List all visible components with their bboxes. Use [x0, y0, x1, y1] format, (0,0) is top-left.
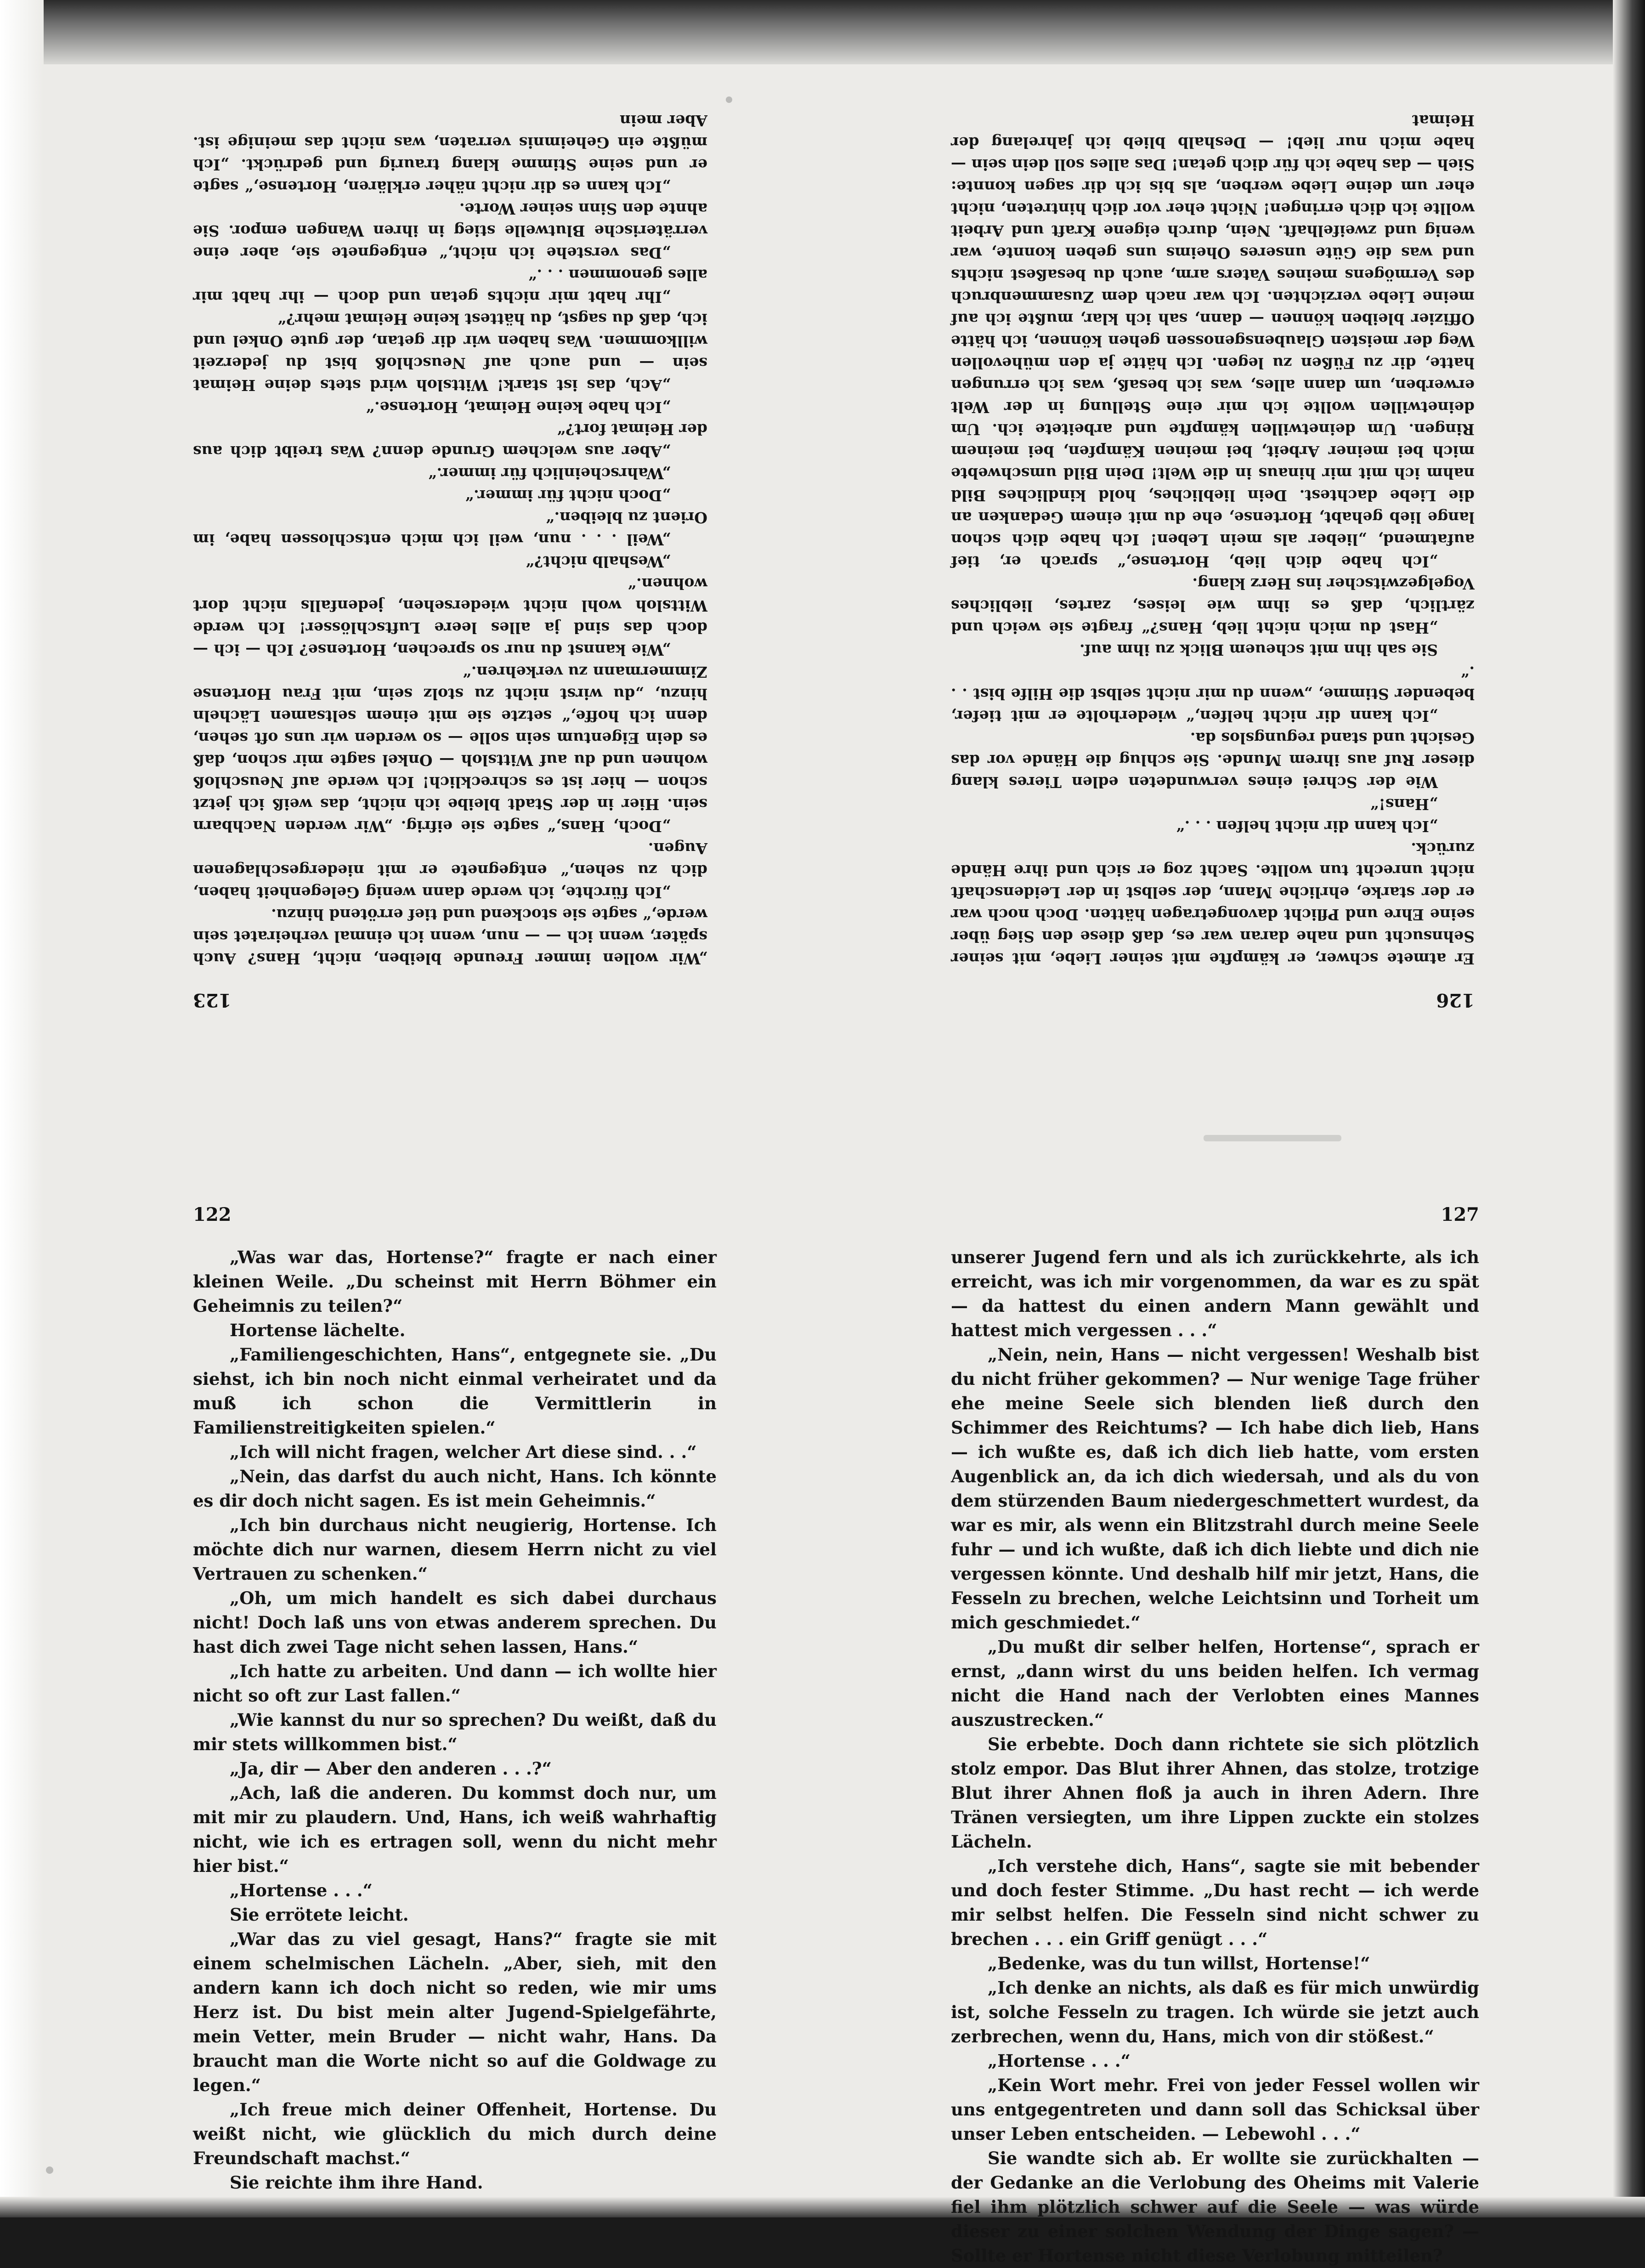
paragraph: „Hans!“ — [1370, 795, 1438, 813]
page-body — [193, 1245, 717, 2195]
paragraph: „Ja, dir — Aber den anderen . . .?“ — [230, 1758, 552, 1779]
paragraph: „Kein Wort mehr. Frei von jeder Fessel wollen wir uns entgegentreten und dann soll das Schicksal über unser Leben entscheiden. — Lebewohl . . .“ — [951, 2075, 1479, 2144]
paragraph: „War das zu viel gesagt, Hans?“ fragte sie mit einem schelmischen Lächeln. „Aber, sieh, mit den andern kann ich doch nicht so reden, wie mir ums Herz ist. Du bist mein alter Jugend-Spielgefährte, mein Vetter, mein Bruder — nicht wahr, Hans. Da braucht man die Worte nicht so auf die Goldwage zu legen.“ — [193, 1929, 717, 2095]
paragraph: „Was war das, Hortense?“ fragte er nach einer kleinen Weile. „Du scheinst mit Herrn Böhmer ein Geheimnis zu teilen?“ — [193, 1247, 717, 1316]
paragraph: Hortense lächelte. — [230, 1320, 406, 1340]
paragraph: unserer Jugend fern und als ich zurückkehrte, als ich erreicht, was ich mir vorgenommen, da war es zu spät — da hattest du einen andern Mann gewählt und hattest mich vergessen . . .“ — [951, 1247, 1479, 1340]
paragraph: „Weil . . . nun, weil ich mich entschlossen habe, im Orient zu bleiben.“ — [193, 509, 707, 549]
paragraph: „Ich kann dir nicht helfen,“ wiederholte er mit tiefer, bebender Stimme, „wenn du mir nicht selbst die Hilfe bist . . .“ — [951, 663, 1475, 725]
page-122 — [193, 1204, 717, 2193]
page-number: 127 — [1441, 1204, 1479, 1225]
paragraph: Sie sah ihn mit scheuem Blick zu ihm auf. — [1080, 641, 1438, 659]
page-body — [193, 109, 707, 970]
paragraph: „Nein, nein, Hans — nicht vergessen! Weshalb bist du nicht früher gekommen? — Nur wenige Tage früher ehe meine Seele sich blenden ließ durch den Schimmer des Reichtums? — Ich habe dich lieb, Hans — ich wußte es, daß ich dich lieb hatte, vom ersten Augenblick an, da ich dich wiedersah, und als du von dem stürzenden Baum niedergeschmettert wurdest, da war es mir, als wenn ein Blitzstrahl durch meine Seele fuhr — und ich wußte, daß ich dich liebte und dich nie vergessen könnte. Und deshalb hilf mir jetzt, Hans, die Fesseln zu brechen, welche Leichtsinn und Torheit um mich geschmiedet.“ — [951, 1344, 1479, 1633]
paragraph: „Doch, Hans,“ sagte sie eifrig. „Wir werden Nachbarn sein. Hier in der Stadt bleibe ich nicht, das weiß ich jetzt schon — hier ist es schrecklich! Ich werde auf Neuschloß wohnen und du auf Wittsloh — Onkel sagte mir schon, daß es dein Eigentum sein solle — so werden wir uns oft sehen, denn ich hoffe,“ setzte sie mit einem seltsamen Lächeln hinzu, „du wirst nicht zu stolz sein, mit Frau Hortense Zimmermann zu verkehren.“ — [193, 663, 707, 835]
paragraph: „Hortense . . .“ — [988, 2051, 1131, 2071]
paragraph: „Ich denke an nichts, als daß es für mich unwürdig ist, solche Fesseln zu tragen. Ich würde sie jetzt auch zerbrechen, wenn du, Hans, mich von dir stößest.“ — [951, 1978, 1479, 2047]
paragraph: „Hast du mich nicht lieb, Hans?“ fragte sie weich und zärtlich, daß es ihm wie leises, zartes, liebliches Vogelgezwitscher ins Herz klang. — [951, 575, 1475, 637]
paragraph: „Ich kann es dir nicht näher erklären, Hortense,“ sagte er und seine Stimme klang traurig und gedrückt. „Ich müßte ein Geheimnis verraten, was nicht das meinige ist. Aber mein — [193, 112, 707, 196]
paragraph: „Aber aus welchem Grunde denn? Was treibt dich aus der Heimat fort?“ — [193, 420, 707, 460]
paragraph: „Hortense . . .“ — [230, 1880, 373, 1900]
scan-edge-left — [0, 0, 44, 2217]
paragraph: „Ich kann dir nicht helfen . . .“ — [1176, 817, 1438, 835]
paragraph: „Ich hatte zu arbeiten. Und dann — ich wollte hier nicht so oft zur Last fallen.“ — [193, 1661, 717, 1706]
page-number: 126 — [1436, 989, 1475, 1011]
paragraph: „Oh, um mich handelt es sich dabei durchaus nicht! Doch laß uns von etwas anderem sprechen. Du hast dich zwei Tage nicht sehen lassen, Hans.“ — [193, 1588, 717, 1657]
paragraph: „Wahrscheinlich für immer.“ — [428, 465, 671, 482]
scan-edge-right — [1613, 0, 1645, 2217]
paragraph: Wie der Schrei eines verwundeten edlen Tieres klang dieser Ruf aus ihrem Munde. Sie schlug die Hände vor das Gesicht und stand regungslos da. — [951, 729, 1475, 791]
paragraph: Sie erbebte. Doch dann richtete sie sich plötzlich stolz empor. Das Blut ihrer Ahnen, das stolze, trotzige Blut ihrer Ahnen floß ja auch in ihren Adern. Ihre Tränen versiegten, um ihre Lippen zuckte ein stolzes Lächeln. — [951, 1734, 1479, 1852]
paragraph: Sie reichte ihm ihre Hand. — [230, 2172, 483, 2193]
paragraph: „Bedenke, was du tun willst, Hortense!“ — [988, 1953, 1370, 1973]
paragraph: „Ich habe dich lieb, Hortense,“ sprach er, tief aufatmend, „lieber als mein Leben! Ich habe dich schon lange lieb gehabt, Hortense, ehe du mit einem Gedanken an die Liebe dachtest. Dein liebliches, hold kindliches Bild nahm ich mit mir hinaus in die Welt! Dein Bild umschwebte mich bei meiner Arbeit, bei meinen Kämpfen, bei meinem Ringen. Um deinetwillen kämpfte und arbeitete ich. Um deinetwillen wollte ich mir eine Stellung in der Welt erwerben, um dann alles, was ich besaß, was ich errungen hatte, dir zu Füßen zu legen. Ich hätte ja den mühevollen Weg der meisten Glaubensgenossen gehen können, ich hätte Offizier bleiben können — dann, sah ich klar, mußte ich auf meine Liebe verzichten. Ich war nach dem Zusammenbruch des Vermögens meines Vaters arm, auch du besaßest nichts und was die Güte unseres Oheims uns geben konnte, war wenig und zweifelhaft. Nein, durch eigene Kraft und Arbeit wollte ich dich erringen! Nicht eher vor dich hintreten, nicht eher um deine Liebe werben, als bis ich dir sagen konnte: Sieh — das habe ich für dich getan! Das alles soll dein sein — habe mich nur lieb! — Deshalb blieb ich jahrelang der Heimat — [951, 112, 1475, 571]
paragraph: „Das verstehe ich nicht,“ entgegnete sie, aber eine verräterische Blutwelle stieg in ihren Wangen empor. Sie ahnte den Sinn seiner Worte. — [193, 200, 707, 262]
paragraph: „Ich habe keine Heimat, Hortense.“ — [366, 398, 671, 416]
paragraph: „Weshalb nicht?“ — [526, 553, 671, 571]
paragraph: „Ach, laß die anderen. Du kommst doch nur, um mit mir zu plaudern. Und, Hans, ich weiß wahrhaftig nicht, wie ich es ertragen soll, wenn du nicht mehr hier bist.“ — [193, 1783, 717, 1876]
page-123-upside-down — [193, 112, 707, 1011]
page-126-upside-down — [951, 112, 1475, 1011]
paragraph: „Nein, das darfst du auch nicht, Hans. Ich könnte es dir doch nicht sagen. Es ist mein Geheimnis.“ — [193, 1466, 717, 1511]
paragraph: „Du mußt dir selber helfen, Hortense“, sprach er ernst, „dann wirst du uns beiden helfen. Ich vermag nicht die Hand nach der Verlobten eines Mannes auszustrecken.“ — [951, 1637, 1479, 1730]
paragraph: „Ich verstehe dich, Hans“, sagte sie mit bebender und doch fester Stimme. „Du hast recht — ich werde mir selbst helfen. Die Fesseln sind nicht schwer zu brechen . . . ein Griff genügt . . .“ — [951, 1856, 1479, 1949]
paragraph: Er atmete schwer, er kämpfte mit seiner Liebe, mit seiner Sehnsucht und nahe daran war es, daß diese den Sieg über seine Ehre und Pflicht davongetragen hätten. Doch noch war er der starke, ehrliche Mann, der selbst in der Leidenschaft nicht unrecht tun wollte. Sacht zog er sich und ihre Hände zurück. — [951, 839, 1475, 968]
paragraph: „Doch nicht für immer.“ — [465, 487, 671, 505]
paragraph: Sie errötete leicht. — [230, 1905, 409, 1925]
paragraph: „Familiengeschichten, Hans“, entgegnete sie. „Du siehst, ich bin noch nicht einmal verheiratet und da muß ich schon die Vermittlerin in Familienstreitigkeiten spielen.“ — [193, 1344, 717, 1438]
paragraph: „Wir wollen immer Freunde bleiben, nicht, Hans? Auch später, wenn ich — — nun, wenn ich einmal verheiratet sein werde,“ sagte sie stockend und tief errötend hinzu. — [193, 906, 707, 968]
paragraph: „Ihr habt mir nichts getan und doch — ihr habt mir alles genommen . . .“ — [193, 266, 707, 306]
paragraph: „Ich fürchte, ich werde dann wenig Gelegenheit haben, dich zu sehen,“ entgegnete er mit niedergeschlagenen Augen. — [193, 839, 707, 902]
scan-speck — [46, 2166, 53, 2174]
paragraph: „Ich will nicht fragen, welcher Art diese sind. . .“ — [230, 1442, 697, 1462]
page-127 — [951, 1204, 1479, 2266]
page-number: 123 — [193, 989, 232, 1011]
paragraph: „Ach, das ist stark! Wittsloh wird stets deine Heimat sein — und auch auf Neuschloß bist du jederzeit willkommen. Was haben wir dir getan, der gute Onkel und ich, daß du sagst, du hättest keine Heimat mehr?“ — [193, 310, 707, 394]
page-number: 122 — [193, 1204, 232, 1225]
paragraph: Sie wandte sich ab. Er wollte sie zurückhalten — der Gedanke an die Verlobung des Oheims mit Valerie fiel ihm plötzlich schwer auf die Seele — was würde dieser zu einer solchen Wendung der Dinge sagen? — Sollte er Hortense nicht diese Verlobung mitteilen? — [951, 2148, 1479, 2266]
page-body — [951, 1245, 1479, 2268]
paragraph: „Ich bin durchaus nicht neugierig, Hortense. Ich möchte dich nur warnen, diesem Herrn nicht zu viel Vertrauen zu schenken.“ — [193, 1515, 717, 1584]
scan-edge-top — [0, 0, 1645, 64]
page-body — [951, 109, 1475, 970]
scan-speck — [1204, 1135, 1341, 1141]
paragraph: „Ich freue mich deiner Offenheit, Hortense. Du weißt nicht, wie glücklich du mich durch deine Freundschaft machst.“ — [193, 2099, 717, 2168]
paragraph: „Wie kannst du nur so sprechen? Du weißt, daß du mir stets willkommen bist.“ — [193, 1710, 717, 1754]
scan-speck — [726, 96, 732, 103]
paragraph: „Wie kannst du nur so sprechen, Hortense? Ich — ich — doch das sind ja alles leere Luftschlösser! Ich werde Wittsloh wohl nicht wiedersehen, jedenfalls nicht dort wohnen.“ — [193, 575, 707, 659]
